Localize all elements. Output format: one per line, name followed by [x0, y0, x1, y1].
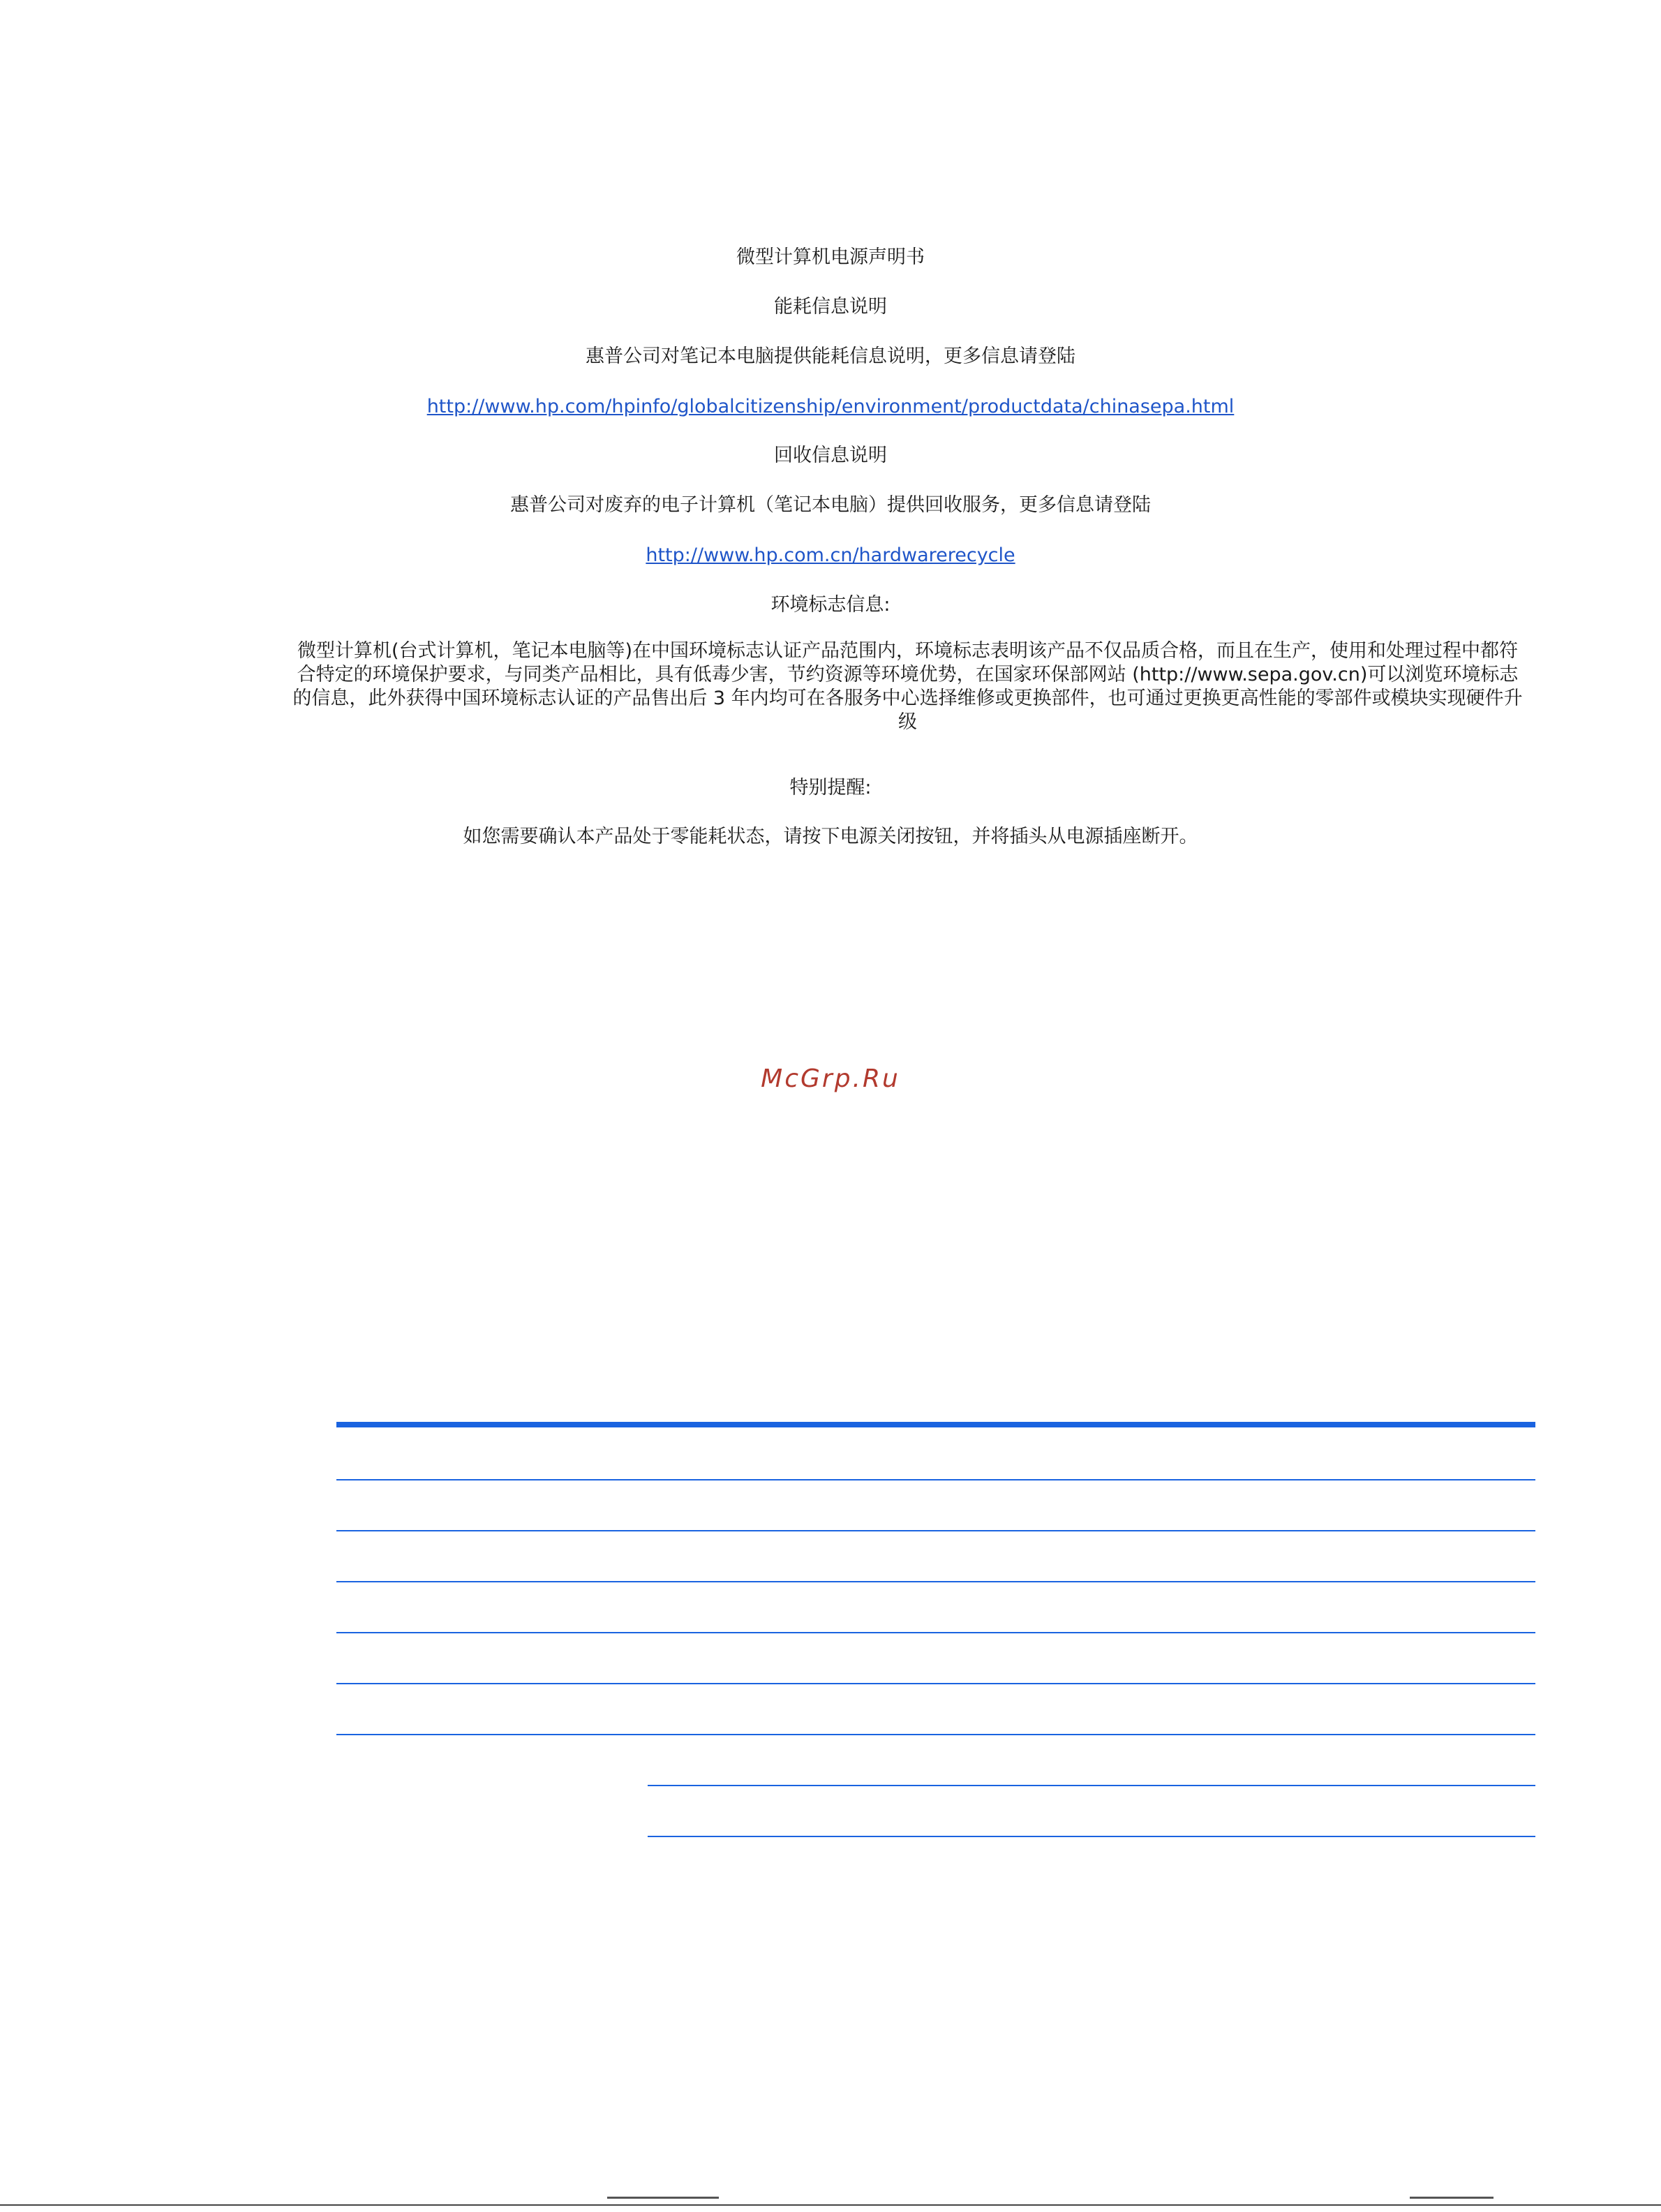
eco-label-heading: 环境标志信息: [770, 594, 891, 616]
table-rule [336, 1581, 1535, 1582]
special-reminder-heading: 特别提醒: [789, 777, 872, 799]
table-rule [336, 1632, 1535, 1633]
energy-info-link[interactable]: http://www.hp.com/hpinfo/globalcitizenship/environment/productdata/chinasepa.html [426, 396, 1235, 417]
table-rule [336, 1734, 1535, 1735]
recycle-info-link-row [0, 544, 1661, 567]
footer-divider [0, 2204, 1661, 2206]
footer-mark [607, 2197, 719, 2199]
eco-label-paragraph: 微型计算机(台式计算机，笔记本电脑等)在中国环境标志认证产品范围内，环境标志表明该产品不仅品质合格，而且在生产，使用和处理过程中都符合特定的环境保护要求，与同类产品相比，具有低毒少害，节约资源等环境优势，在国家环保部网站 (http://www.sepa.gov.cn)可以浏览环境标志的信息，此外获得中国环境标志认证的产品售出后 3 年内均可在各服务中心选择维修或更换部件，也可通过更换更高性能的零部件或模块实现硬件升级 [292, 640, 1523, 733]
table-rule [336, 1683, 1535, 1684]
document-title: 微型计算机电源声明书 [736, 246, 925, 268]
recycle-info-heading: 回收信息说明 [774, 445, 887, 466]
watermark: McGrp.Ru [761, 1064, 900, 1093]
special-reminder-text: 如您需要确认本产品处于零能耗状态，请按下电源关闭按钮，并将插头从电源插座断开。 [463, 826, 1198, 847]
energy-info-text: 惠普公司对笔记本电脑提供能耗信息说明，更多信息请登陆 [586, 346, 1075, 367]
recycle-info-text: 惠普公司对废弃的电子计算机（笔记本电脑）提供回收服务，更多信息请登陆 [510, 494, 1151, 516]
footer-mark [1410, 2197, 1494, 2199]
energy-info-heading: 能耗信息说明 [774, 296, 887, 318]
table-rule [336, 1530, 1535, 1531]
table-top-rule [336, 1422, 1535, 1427]
table-rule [648, 1836, 1535, 1837]
recycle-info-link[interactable]: http://www.hp.com.cn/hardwarerecycle [646, 544, 1015, 566]
table-rule [648, 1785, 1535, 1786]
energy-info-link-row [0, 395, 1661, 419]
table-rule [336, 1479, 1535, 1480]
